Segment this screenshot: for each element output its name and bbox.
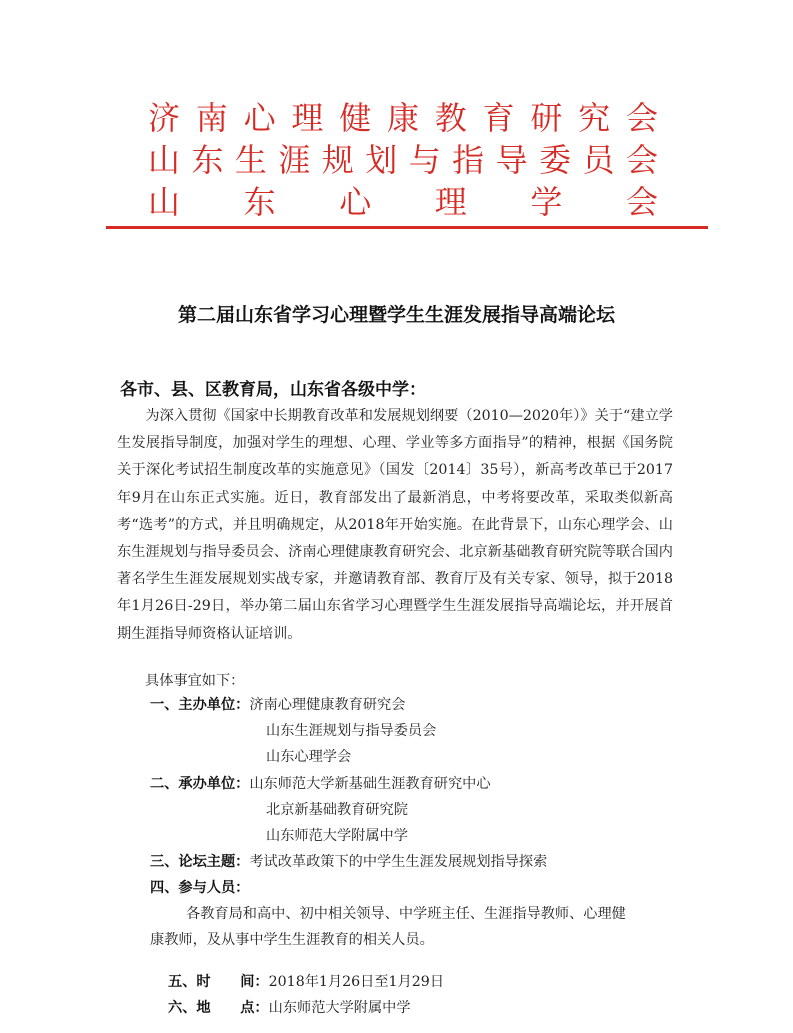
- letterhead-char: 涯: [278, 141, 311, 179]
- organizer-2: 山东生涯规划与指导委员会: [266, 723, 437, 739]
- organizer-3: 山东心理学会: [266, 749, 352, 765]
- letterhead-char: 东: [191, 141, 224, 179]
- host-3: 山东师范大学附属中学: [266, 828, 408, 844]
- host-1: 山东师范大学新基础生涯教育研究中心: [249, 776, 491, 792]
- letterhead-char: 育: [482, 99, 515, 137]
- letterhead-char: 与: [408, 141, 441, 179]
- letterhead-char: 导: [495, 141, 528, 179]
- intro-line: 具体事宜如下：: [145, 673, 245, 689]
- document-title: 第二届山东省学习心理暨学生生涯发展指导高端论坛: [177, 304, 615, 326]
- body-paragraph: 为深入贯彻《国家中长期教育改革和发展规划纲要（2010—2020年）》关于“建立学生发展指导制度，加强对学生的理想、心理、学业等多方面指导”的精神，根据《国务院关于深化考试招生制度改革的实施意见》（国发〔2014〕35号），新高考改革已于2017年9月在山东正式实施。近日，教育部发出了最新消息，中考将要改革，采取类似新高考“选考”的方式，并且明确规定，从2018年开始实施。在此背景下，山东心理学会、山东生涯规划与指导委员会、济南心理健康教育研究会、北京新基础教育研究院等联合国内著名学生生涯发展规划实战专家，并邀请教育部、教育厅及有关专家、领导，拟于2018年1月26日-29日，举办第二届山东省学习心理暨学生生涯发展指导高端论坛，并开展首期生涯指导师资格认证培训。: [117, 408, 673, 642]
- place-value: 山东师范大学附属中学: [268, 1000, 411, 1016]
- participants-text-2: 康教师，及从事中学生生涯教育的相关人员。: [150, 932, 434, 948]
- letterhead-char: 会: [625, 183, 658, 221]
- letterhead-char: 理: [291, 99, 324, 137]
- letterhead-char: 究: [578, 99, 611, 137]
- letterhead-char: 会: [625, 99, 658, 137]
- salutation: 各市、县、区教育局，山东省各级中学：: [120, 380, 426, 400]
- participants-label: 四、参与人员：: [150, 880, 250, 896]
- letterhead-char: 委: [539, 141, 572, 179]
- letterhead-char: 健: [339, 99, 372, 137]
- theme-value: 考试改革政策下的中学生生涯发展规划指导探索: [249, 854, 548, 870]
- letterhead-char: 规: [321, 141, 354, 179]
- theme-label: 三、论坛主题：: [150, 854, 250, 870]
- letterhead-char: 南: [195, 99, 228, 137]
- letterhead-char: 员: [582, 141, 615, 179]
- host-label: 二、承办单位：: [150, 776, 250, 792]
- letterhead-line-2: [148, 140, 658, 180]
- theme-row: [150, 851, 547, 871]
- time-label: 五、时 间：: [168, 974, 269, 990]
- letterhead-char: 划: [365, 141, 398, 179]
- letterhead-char: 山: [148, 183, 181, 221]
- organizer-label: 一、主办单位：: [150, 697, 250, 713]
- letterhead-char: 会: [625, 141, 658, 179]
- letterhead-char: 山: [148, 141, 181, 179]
- time-value: 2018年1月26日至1月29日: [268, 974, 445, 990]
- letterhead-char: 学: [530, 183, 563, 221]
- letterhead-char: 理: [434, 183, 467, 221]
- organizer-1: 济南心理健康教育研究会: [249, 697, 406, 713]
- letterhead-line-3: [148, 182, 658, 222]
- host-row: [150, 773, 491, 793]
- letterhead-char: 康: [386, 99, 419, 137]
- letterhead-char: 研: [530, 99, 563, 137]
- letterhead-char: 东: [243, 183, 276, 221]
- letterhead-char: 生: [234, 141, 267, 179]
- organizer-row: [150, 694, 405, 714]
- participants-text-1: 各教育局和高中、初中相关领导、中学班主任、生涯指导教师、心理健: [186, 906, 626, 922]
- letterhead-line-1: [148, 98, 658, 138]
- letterhead-char: 教: [434, 99, 467, 137]
- place-label: 六、地 点：: [168, 1000, 269, 1016]
- letterhead-divider: [106, 226, 708, 229]
- place-row: [150, 981, 411, 1033]
- host-2: 北京新基础教育研究院: [266, 802, 408, 818]
- letterhead-char: 心: [339, 183, 372, 221]
- letterhead-char: 济: [148, 99, 181, 137]
- letterhead-char: 心: [243, 99, 276, 137]
- participants-row: [150, 877, 249, 897]
- letterhead-char: 指: [452, 141, 485, 179]
